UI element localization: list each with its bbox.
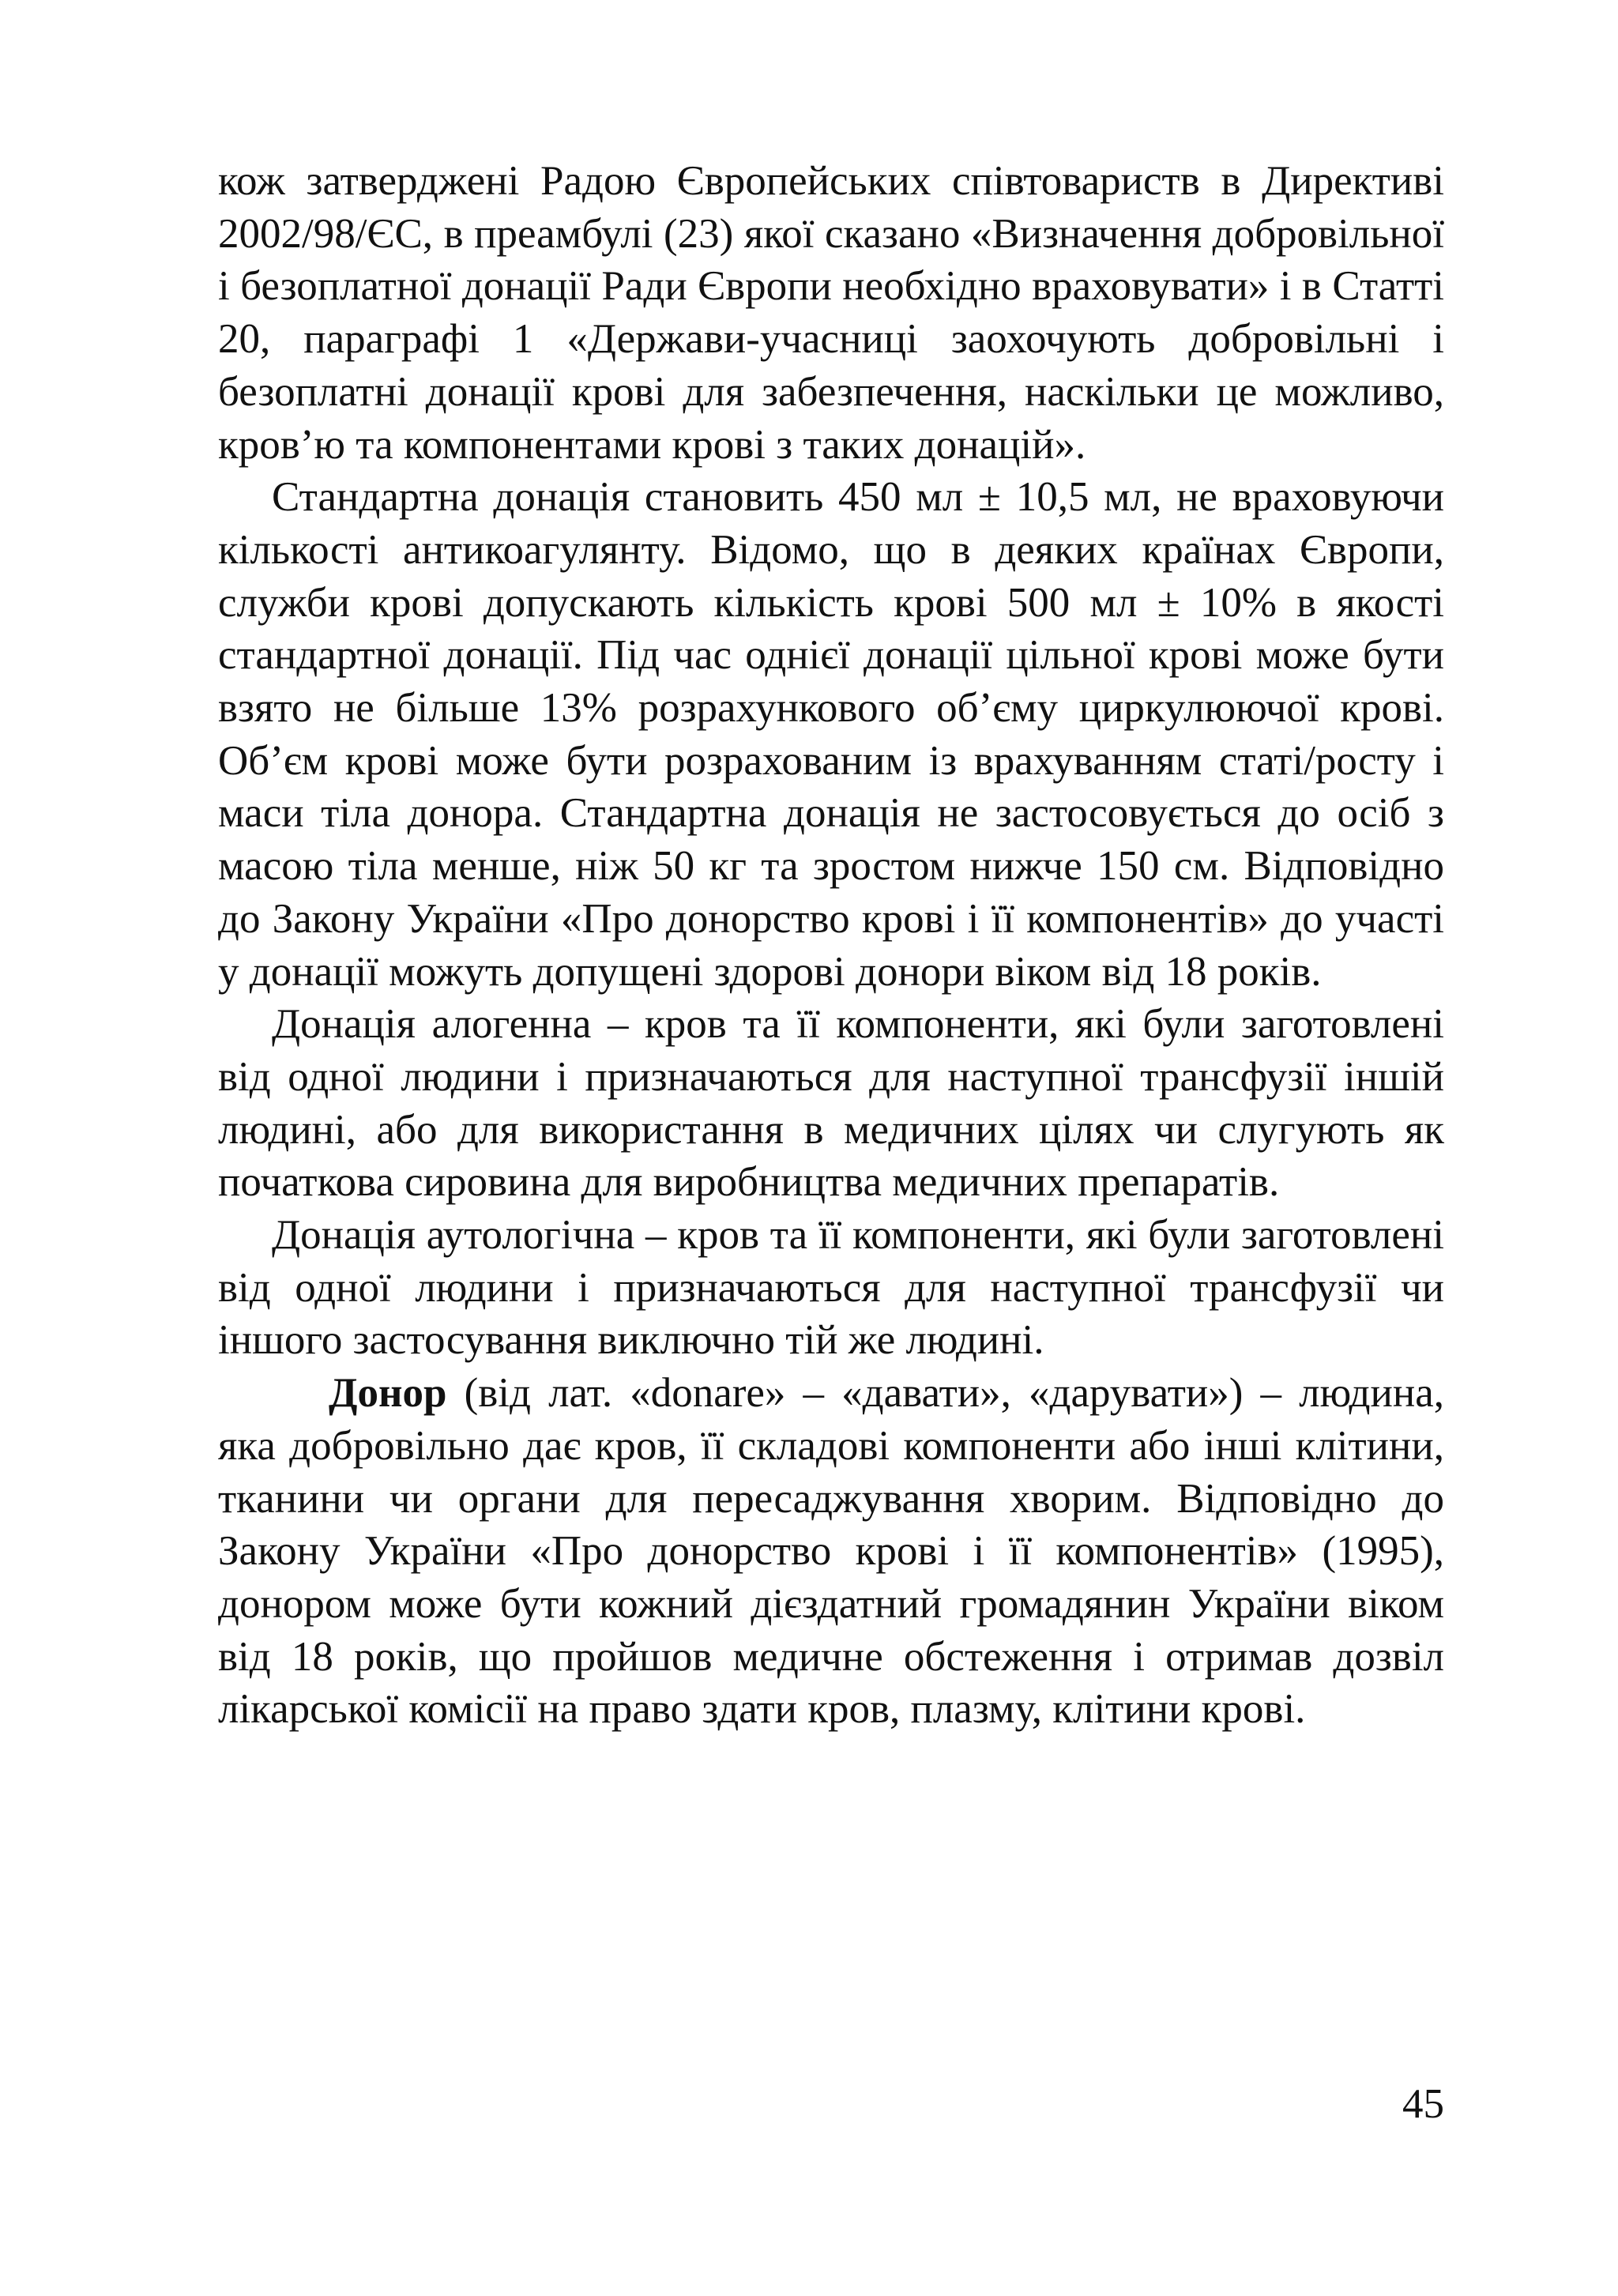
paragraph-4: Донація аутологічна – кров та її компоненти, які були заготовлені від одної людини і призначаються для наступної трансфузії чи іншого застосування виключно тій же людині.	[218, 1212, 1444, 1364]
paragraph-5	[218, 1367, 1444, 1736]
paragraph-3: Донація алогенна – кров та її компоненти, які були заготовлені від одної людини і призначаються для наступної трансфузії іншій людині, або для використання в медичних цілях чи слугують як початкова сировина для виробництва медичних препаратів.	[218, 1001, 1444, 1206]
paragraph-5-text: (від лат. «donare» – «давати», «дарувати») – людина, яка добровільно дає кров, її складові компоненти або інші клітини, тканини чи органи для пересаджування хворим. Відповідно до Закону України «Про донорство крові і її компонентів» (1995), донором може бути кожний дієздатний громадянин України віком від 18 років, що пройшов медичне обстеження і отримав дозвіл лікарської комісії на право здати кров, плазму, клітини крові.	[218, 1370, 1444, 1733]
term-donor: Донор	[329, 1370, 447, 1417]
paragraph-2: Стандартна донація становить 450 мл ± 10,5 мл, не враховуючи кількості антикоагулянту. Відомо, що в деяких країнах Європи, служби крові допускають кількість крові 500 мл ± 10% в якості стандартної донації. Під час однієї донації цільної крові може бути взято не більше 13% розрахункового об’єму циркулюючої крові. Об’єм крові може бути розрахованим із врахуванням статі/росту і маси тіла донора. Стандартна донація не застосовується до осіб з масою тіла менше, ніж 50 кг та зростом нижче 150 см. Відповідно до Закону України «Про донорство крові і її компонентів» до участі у донації можуть допущені здорові донори віком від 18 років.	[218, 474, 1444, 995]
body-text	[218, 155, 1444, 1736]
paragraph-1: кож затверджені Радою Європейських співтовариств в Директиві 2002/98/ЄС, в преамбулі (23) якої сказано «Визначення добровільної і безоплатної донації Ради Європи необхідно враховувати» і в Статті 20, параграфі 1 «Держави-учасниці заохочують добровільні і безоплатні донації крові для забезпечення, наскільки це можливо, кров’ю та компонентами крові з таких донацій».	[218, 158, 1444, 468]
page-number: 45	[1402, 2081, 1444, 2127]
